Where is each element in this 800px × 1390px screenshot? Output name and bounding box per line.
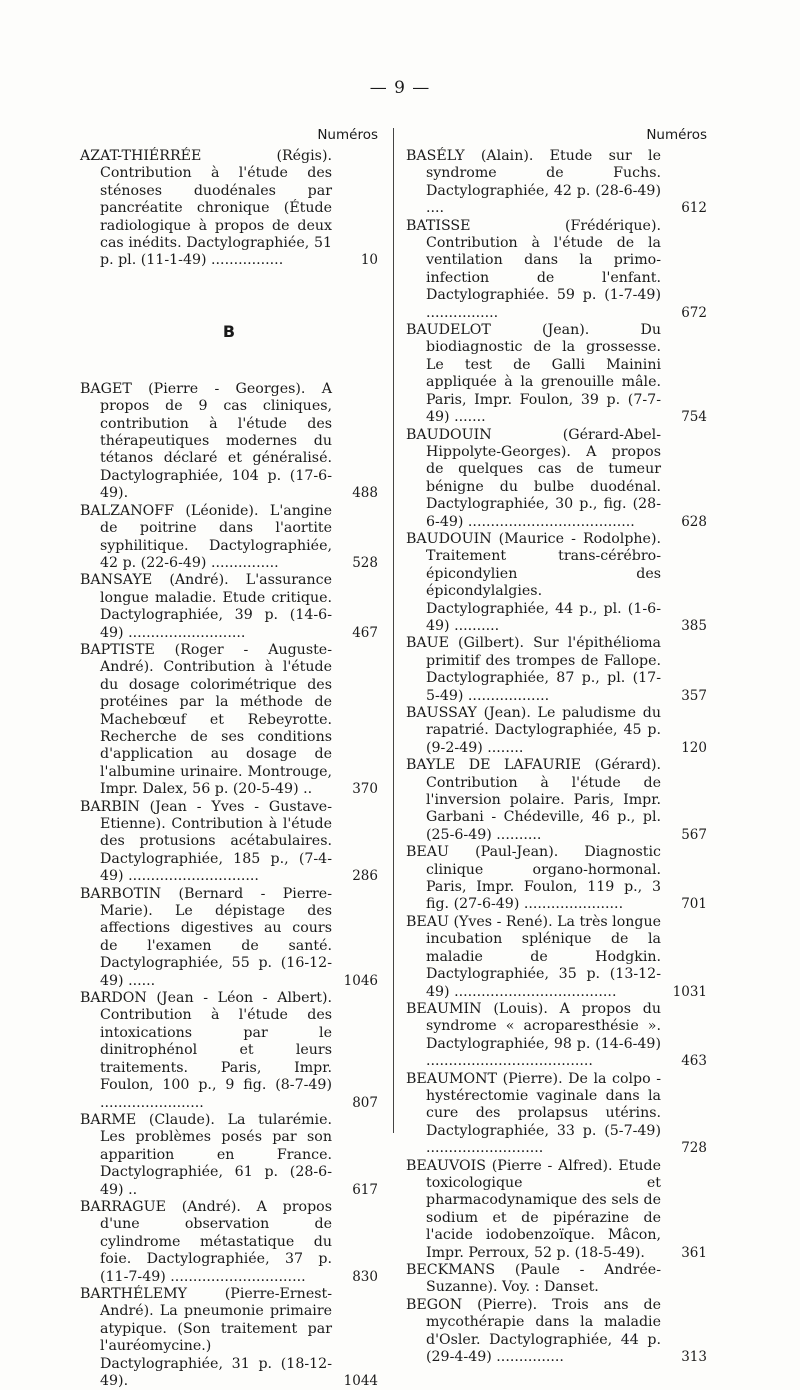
entry-number: 754 bbox=[681, 409, 707, 426]
entry-text: BECKMANS (Paule - Andrée-Suzanne). Voy. : Danset. bbox=[406, 1262, 661, 1296]
column-header-numeros: Numéros bbox=[317, 127, 378, 143]
entry-text: BAUDOUIN (Gérard-Abel-Hippolyte-Georges). A propos de quelques cas de tumeur bénigne du bulbe duodénal. Dactylographiée, 30 p., fig. (28-6-49) ..................................... bbox=[406, 426, 661, 530]
entry-text: BEAUVOIS (Pierre - Alfred). Etude toxicologique et pharmacodynamique des sels de sodium et de pipérazine de l'acide iodobenzoïque. Mâcon, Impr. Perroux, 52 p. (18-5-49). bbox=[406, 1157, 661, 1261]
index-entry bbox=[406, 914, 707, 1001]
entry-text: BARBOTIN (Bernard - Pierre-Marie). Le dépistage des affections digestives au cours de l'examen de santé. Dactylographiée, 55 p. (16-12-49) ...... bbox=[80, 885, 332, 989]
entry-text: BEAUMIN (Louis). A propos du syndrome « acroparesthésie ». Dactylographiée, 98 p. (14-6-49) ..................................... bbox=[406, 1000, 661, 1070]
index-entry bbox=[406, 322, 707, 426]
index-entry bbox=[406, 844, 707, 914]
index-entry bbox=[80, 642, 378, 799]
column-header-numeros: Numéros bbox=[646, 127, 707, 143]
index-entry bbox=[80, 148, 378, 270]
index-entry bbox=[406, 427, 707, 531]
entry-number: 1031 bbox=[672, 983, 707, 1000]
entry-text: BARME (Claude). La tularémie. Les problèmes posés par son apparition en France. Dactylographiée, 61 p. (28-6-49) .. bbox=[80, 1111, 332, 1198]
right-entries bbox=[406, 148, 707, 1366]
entry-text: BEGON (Pierre). Trois ans de mycothérapie dans la maladie d'Osler. Dactylographiée, 44 p. (29-4-49) ............... bbox=[406, 1296, 661, 1366]
left-column bbox=[80, 126, 378, 1390]
index-entry bbox=[406, 1158, 707, 1262]
page-number: — 9 — bbox=[369, 78, 431, 98]
index-entry bbox=[80, 1199, 378, 1286]
right-column bbox=[406, 126, 707, 1366]
column-divider bbox=[393, 128, 394, 1133]
entry-number: 728 bbox=[681, 1140, 707, 1157]
index-entry bbox=[406, 1262, 707, 1297]
entry-text: BARDON (Jean - Léon - Albert). Contribution à l'étude des intoxications par le dinitrophénol et leurs traitements. Paris, Impr. Foulon, 100 p., 9 fig. (8-7-49) ....................... bbox=[80, 990, 332, 1111]
index-entry bbox=[406, 148, 707, 218]
entry-text: BAUE (Gilbert). Sur l'épithélioma primitif des trompes de Fallope. Dactylographiée, 87 p., pl. (17-5-49) .................. bbox=[406, 635, 661, 704]
entry-text: BAUDELOT (Jean). Du biodiagnostic de la grossesse. Le test de Galli Mainini appliquée à la grenouille mâle. Paris, Impr. Foulon, 39 p. (7-7-49) ....... bbox=[406, 322, 661, 426]
entry-text: BARRAGUE (André). A propos d'une observation de cylindrome métastatique du foie. Dactylographiée, 37 p. (11-7-49) .............................. bbox=[80, 1198, 332, 1285]
index-entry bbox=[80, 990, 378, 1112]
left-entries bbox=[80, 381, 378, 1390]
entry-number: 701 bbox=[681, 896, 707, 913]
entry-number: 463 bbox=[681, 1053, 707, 1070]
entry-text: BANSAYE (André). L'assurance longue maladie. Etude critique. Dactylographiée, 39 p. (14-6-49) .......................... bbox=[80, 572, 332, 641]
entry-number: 612 bbox=[681, 200, 707, 217]
entry-number: 567 bbox=[681, 826, 707, 843]
entry-number: 617 bbox=[352, 1181, 378, 1198]
index-entry bbox=[80, 1112, 378, 1199]
entry-text: BARTHÉLEMY (Pierre-Ernest-André). La pneumonie primaire atypique. (Son traitement par l'auréomycine.) Dactylographiée, 31 p. (18-12-49). bbox=[80, 1285, 332, 1389]
index-entry bbox=[406, 218, 707, 322]
index-entry bbox=[80, 503, 378, 573]
entry-text: BAGET (Pierre - Georges). A propos de 9 cas cliniques, contribution à l'étude des thérapeutiques modernes du tétanos déclaré et généralisé. Dactylographiée, 104 p. (17-6-49). bbox=[80, 380, 332, 502]
entry-number: 313 bbox=[681, 1349, 707, 1366]
entry-text: BEAU (Yves - René). La très longue incubation splénique de la maladie de Hodgkin. Dactylographiée, 35 p. (13-12-49) .................................... bbox=[406, 913, 661, 1000]
entry-text: BAUDOUIN (Maurice - Rodolphe). Traitement trans-cérébro-épicondylien des épicondylalgies. Dactylographiée, 44 p., pl. (1-6-49) .......... bbox=[406, 530, 661, 634]
entry-text: BALZANOFF (Léonide). L'angine de poitrine dans l'aortite syphilitique. Dactylographiée, 42 p. (22-6-49) ............... bbox=[80, 502, 332, 571]
entry-number: 370 bbox=[352, 781, 378, 798]
index-entry bbox=[406, 757, 707, 844]
entry-number: 385 bbox=[681, 617, 707, 634]
index-entry bbox=[406, 1001, 707, 1071]
entry-number: 628 bbox=[681, 513, 707, 530]
entry-number: 286 bbox=[352, 868, 378, 885]
index-entry bbox=[406, 635, 707, 705]
entry-number: 830 bbox=[352, 1268, 378, 1285]
index-entry bbox=[80, 799, 378, 886]
entry-number: 1044 bbox=[343, 1373, 378, 1389]
entry-text: BAYLE DE LAFAURIE (Gérard). Contribution à l'étude de l'inversion polaire. Paris, Impr. Garbani - Chédeville, 46 p., pl. (25-6-49) .......... bbox=[406, 757, 661, 843]
entry-number: 357 bbox=[681, 687, 707, 704]
entry-number: 528 bbox=[352, 554, 378, 571]
entry-number: 1046 bbox=[343, 972, 378, 989]
entry-number: 467 bbox=[352, 624, 378, 641]
index-entry bbox=[80, 886, 378, 990]
entry-number: 672 bbox=[681, 304, 707, 321]
section-letter: B bbox=[222, 321, 236, 341]
index-entry bbox=[406, 705, 707, 757]
entry-text: BASÉLY (Alain). Etude sur le syndrome de Fuchs. Dactylographiée, 42 p. (28-6-49) .... bbox=[406, 148, 661, 217]
entry-number: 120 bbox=[681, 739, 707, 756]
index-entry bbox=[406, 1071, 707, 1158]
entry-number: 10 bbox=[360, 252, 378, 269]
entry-text: BATISSE (Frédérique). Contribution à l'étude de la ventilation dans la primo-infection de l'enfant. Dactylographiée. 59 p. (1-7-49) ................ bbox=[406, 217, 661, 321]
entry-text: BEAUMONT (Pierre). De la colpo - hystérectomie vaginale dans la cure des prolapsus utérins. Dactylographiée, 33 p. (5-7-49) .......................... bbox=[406, 1070, 661, 1157]
entry-text: BARBIN (Jean - Yves - Gustave-Etienne). Contribution à l'étude des protusions acétabulaires. Dactylographiée, 185 p., (7-4-49) ............................. bbox=[80, 798, 332, 885]
entry-number: 488 bbox=[352, 485, 378, 502]
entry-text: AZAT-THIÉRRÉE (Régis). Contribution à l'étude des sténoses duodénales par pancréatite chronique (Étude radiologique à propos de deux cas inédits. Dactylographiée, 51 p. pl. (11-1-49) ................ bbox=[80, 148, 332, 269]
index-entry bbox=[406, 1297, 707, 1367]
index-entry bbox=[406, 531, 707, 635]
entry-text: BEAU (Paul-Jean). Diagnostic clinique organo-hormonal. Paris, Impr. Foulon, 119 p., 3 fig. (27-6-49) ...................... bbox=[406, 844, 661, 913]
entry-number: 807 bbox=[352, 1094, 378, 1111]
index-entry bbox=[80, 1286, 378, 1390]
entry-text: BAPTISTE (Roger - Auguste-André). Contribution à l'étude du dosage colorimétrique des protéines par la méthode de Machebœuf et Rebeyrotte. Recherche de ses conditions d'application au dosage de l'albumine urinaire. Montrouge, Impr. Dalex, 56 p. (20-5-49) .. bbox=[80, 641, 332, 798]
entry-number: 361 bbox=[681, 1244, 707, 1261]
entry-text: BAUSSAY (Jean). Le paludisme du rapatrié. Dactylographiée, 45 p. (9-2-49) ........ bbox=[406, 705, 661, 756]
index-entry bbox=[80, 381, 378, 503]
index-entry bbox=[80, 572, 378, 642]
left-entries-before-section bbox=[80, 148, 378, 270]
